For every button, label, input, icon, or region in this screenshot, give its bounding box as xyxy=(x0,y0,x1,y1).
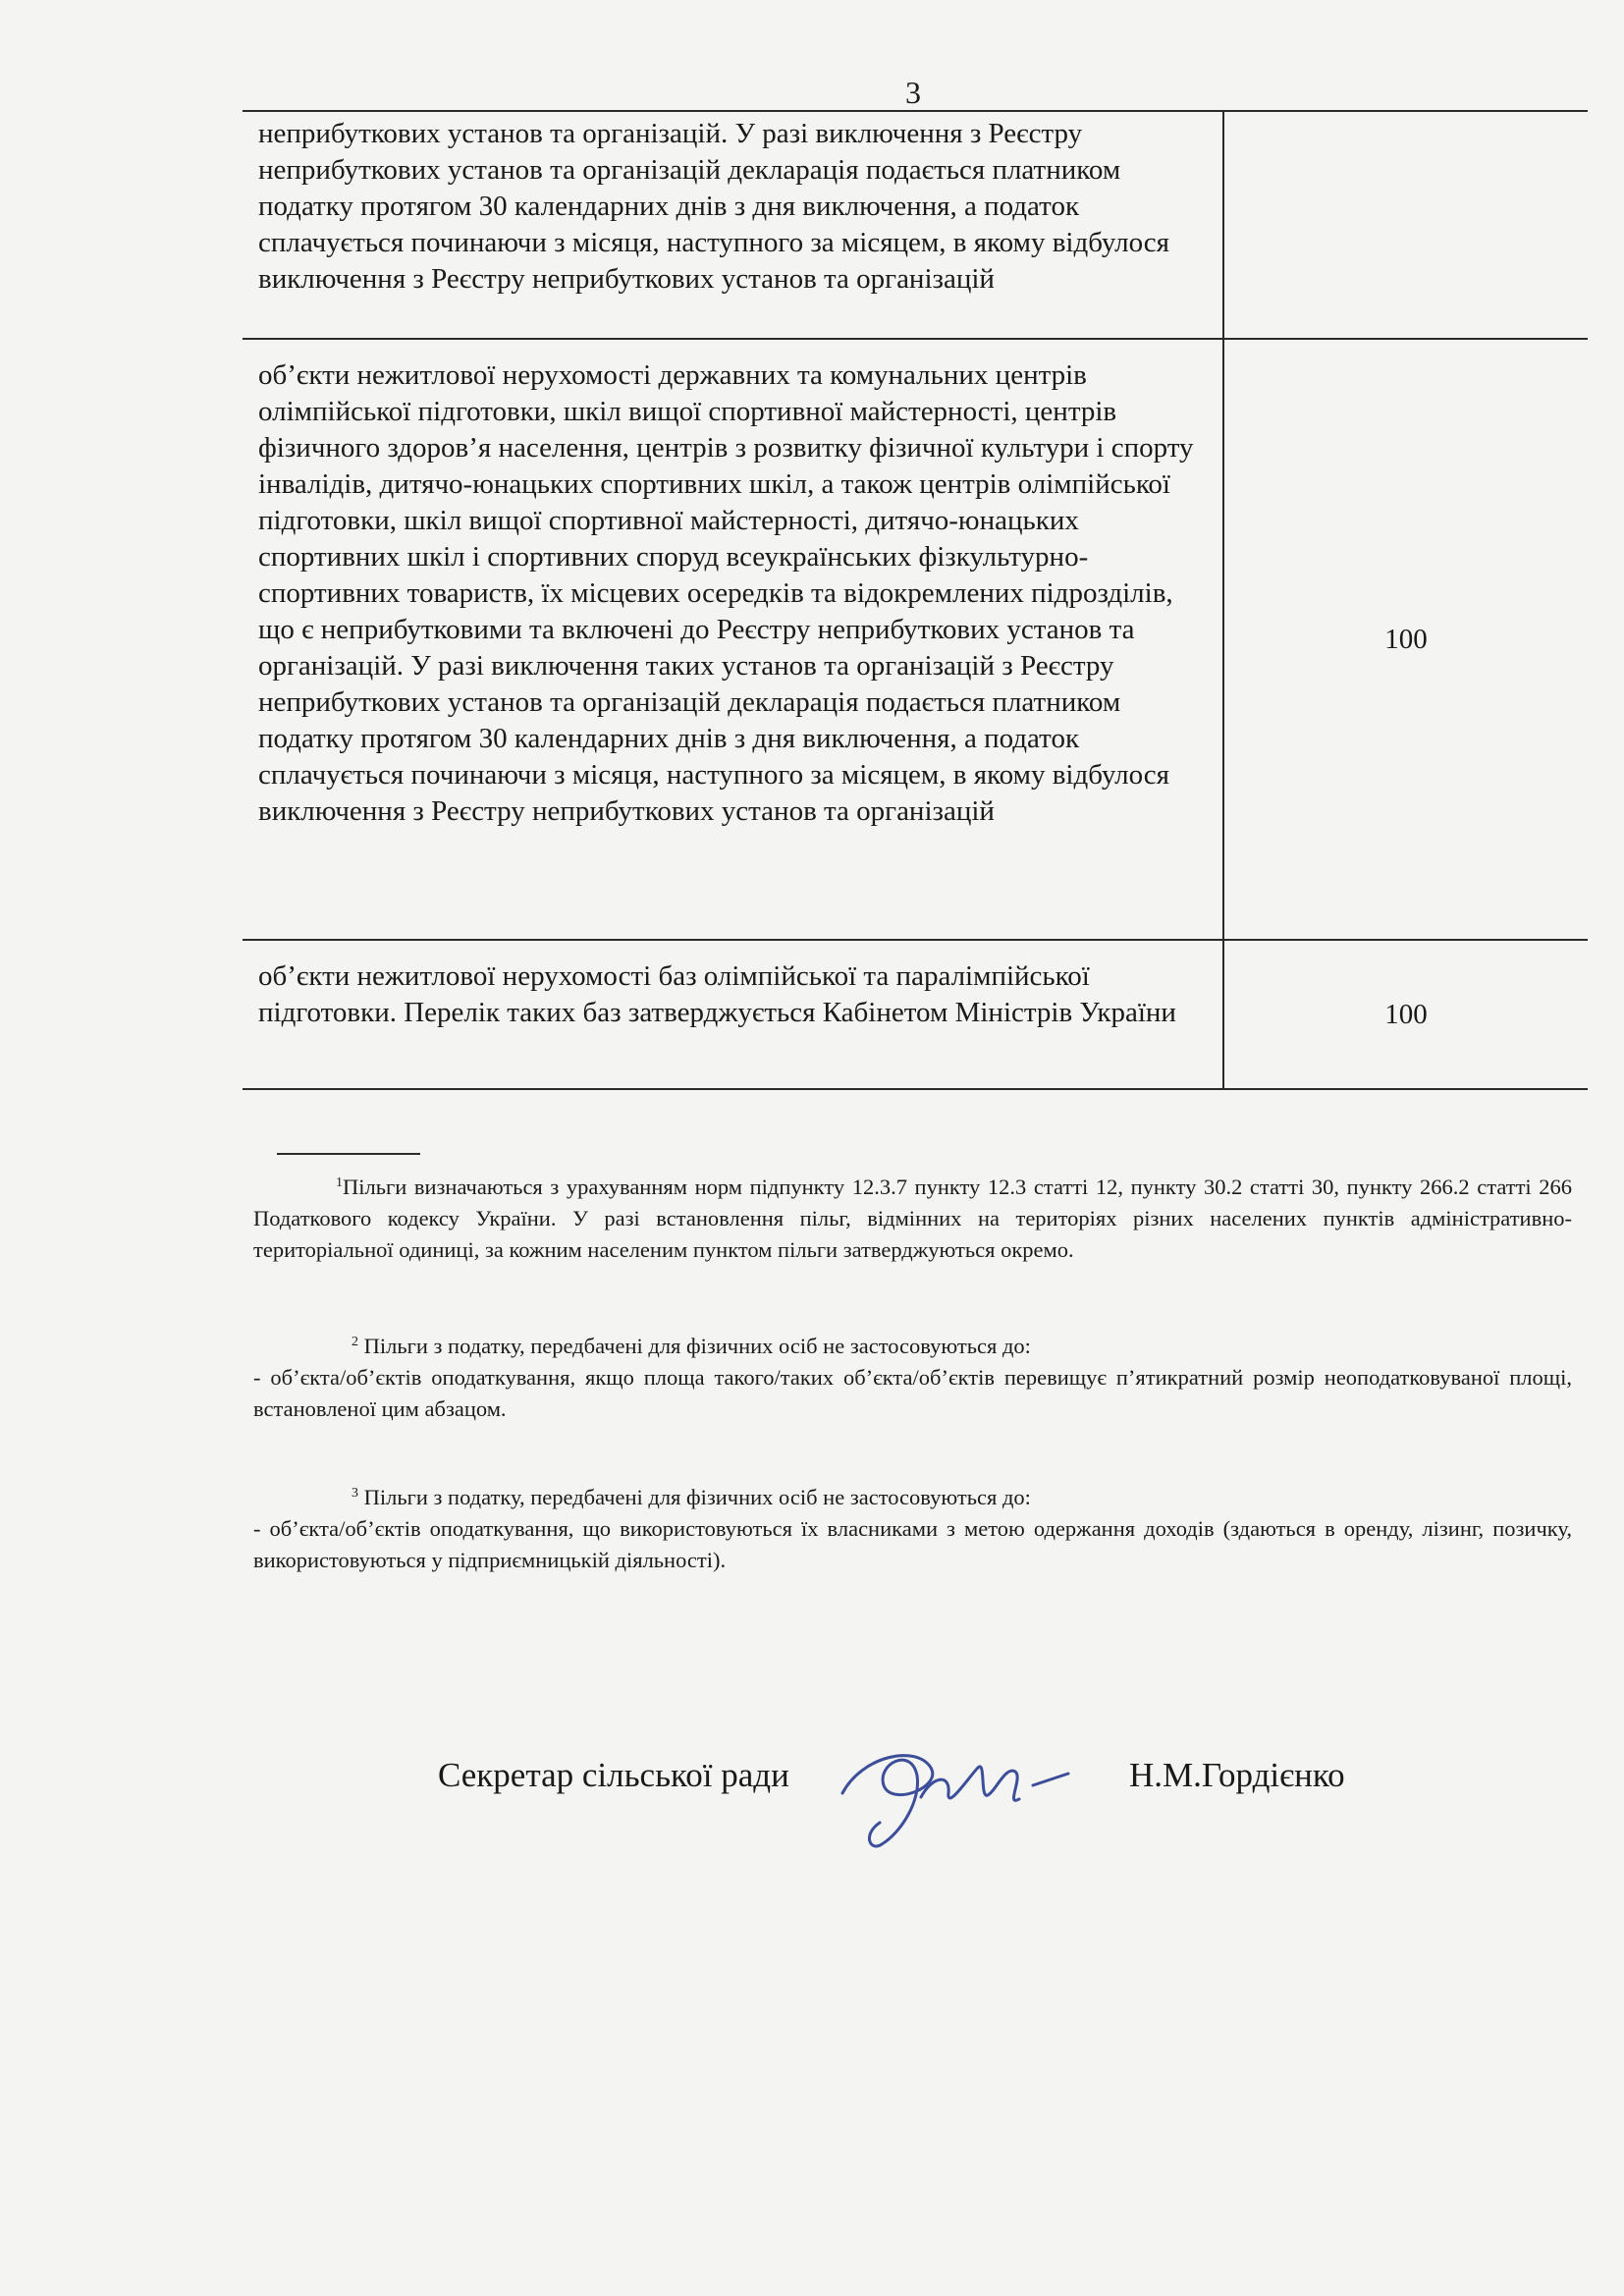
row-description: об’єкти нежитлової нерухомості баз олімпійської та паралімпійської підготовки. Перелік таких баз затверджується Кабінетом Міністрів України xyxy=(243,940,1223,1089)
footnote-1 xyxy=(253,1172,1572,1266)
signature-block xyxy=(0,1756,1624,1864)
footnote-marker: 2 xyxy=(352,1335,358,1349)
table-row xyxy=(243,339,1588,940)
row-description: об’єкти нежитлової нерухомості державних та комунальних центрів олімпійської підготовки, шкіл вищої спортивної майстерності, центрів фізичного здоров’я населення, центрів з розвитку фізичної культури і спорту інвалідів, дитячо-юнацьких спортивних шкіл, а також центрів олімпійської підготовки, шкіл вищої спортивної майстерності, дитячо-юнацьких спортивних шкіл і спортивних споруд всеукраїнських фізкультурно-спортивних товариств, їх місцевих осередків та відокремлених підрозділів, що є неприбутковими та включені до Реєстру неприбуткових установ та організацій. У разі виключення таких установ та організацій з Реєстру неприбуткових установ та організацій декларація подається платником податку протягом 30 календарних днів з дня виключення, а податок сплачується починаючи з місяця, наступного за місяцем, в якому відбулося виключення з Реєстру неприбуткових установ та організацій xyxy=(243,339,1223,940)
footnote-2-lead-wrap xyxy=(253,1331,1572,1362)
row-rate xyxy=(1223,111,1588,339)
footnote-3-lead-wrap xyxy=(253,1482,1572,1513)
footnote-3-item: - об’єкта/об’єктів оподаткування, що використовуються їх власниками з метою одержання доходів (здаються в оренду, лізинг, позичку, використовуються у підприємницькій діяльності). xyxy=(253,1516,1572,1572)
footnote-marker: 1 xyxy=(336,1175,343,1190)
page-number: 3 xyxy=(905,75,921,110)
footnote-marker: 3 xyxy=(352,1486,358,1501)
footnote-2-lead: Пільги з податку, передбачені для фізичних осіб не застосовуються до: xyxy=(363,1334,1031,1358)
footnote-1-text: Пільги визначаються з урахуванням норм підпункту 12.3.7 пункту 12.3 статті 12, пункту 30.2 статті 30, пункту 266.2 статті 266 Податкового кодексу України. У разі встановлення пільг, відмінних на територіях різних населених пунктів адміністративно-територіальної одиниці, за кожним населеним пунктом пільги затверджуються окремо. xyxy=(253,1175,1572,1262)
row-rate: 100 xyxy=(1223,940,1588,1089)
table-row xyxy=(243,940,1588,1089)
row-rate: 100 xyxy=(1223,339,1588,940)
table-row xyxy=(243,111,1588,339)
signatory-title: Секретар сільської ради xyxy=(438,1756,789,1794)
footnote-separator xyxy=(277,1153,420,1155)
footnote-2-item: - об’єкта/об’єктів оподаткування, якщо площа такого/таких об’єкта/об’єктів перевищує п’ятикратний розмір неоподатковуваної площі, встановленої цим абзацом. xyxy=(253,1365,1572,1421)
footnote-2 xyxy=(253,1331,1572,1425)
signatory-name: Н.М.Гордієнко xyxy=(1129,1756,1345,1794)
handwritten-signature xyxy=(823,1717,1098,1864)
tax-benefits-table xyxy=(243,110,1588,1090)
footnote-3 xyxy=(253,1482,1572,1576)
footnote-3-lead: Пільги з податку, передбачені для фізичних осіб не застосовуються до: xyxy=(363,1485,1031,1509)
footnote-1-text-wrap xyxy=(253,1172,1572,1266)
row-description: неприбуткових установ та організацій. У разі виключення з Реєстру неприбуткових установ та організацій декларація подається платником податку протягом 30 календарних днів з дня виключення, а податок сплачується починаючи з місяця, наступного за місяцем, в якому відбулося виключення з Реєстру неприбуткових установ та організацій xyxy=(243,111,1223,339)
